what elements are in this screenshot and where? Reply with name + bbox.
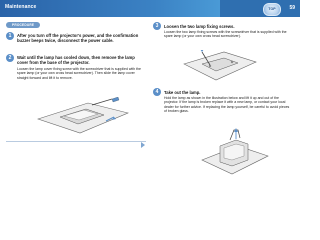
- step-4-number: 4: [153, 88, 161, 96]
- procedure-label: PROCEDURE: [6, 22, 40, 28]
- top-link-icon[interactable]: TOP: [263, 3, 281, 16]
- section-title: Maintenance: [5, 4, 37, 10]
- step-3-body: Loosen the two lamp fixing screws with the screwdriver that is supplied with the spare lamp (or your own cross head screwdriver).: [164, 30, 287, 39]
- page-header: [0, 0, 300, 17]
- step-2-number: 2: [6, 54, 14, 62]
- lamp-cover-removal-illustration: [32, 97, 132, 137]
- step-2-title: Wait until the lamp has cooled down, then remove the lamp cover from the base of the projector.: [17, 55, 135, 65]
- step-1-number: 1: [6, 32, 14, 40]
- step-2-body: Loosen the lamp cover fixing screw with the screwdriver that is supplied with the spare lamp (or your own cross head screwdriver). Then slide the lamp cover straight forward and lift it to remove.: [17, 67, 141, 80]
- step-3-number: 3: [153, 22, 161, 30]
- step-4-body: Hold the lamp as shown in the illustration below and lift it up and out of the projector. If the lamp is broken replace it with a new lamp, or contact your local dealer for further advice. If replacing the lamp yourself, be careful to avoid pieces of broken glass.: [164, 96, 290, 114]
- continue-arrow-icon: [141, 142, 145, 148]
- lamp-removal-illustration: [200, 126, 270, 182]
- lamp-screws-illustration: [180, 50, 260, 84]
- step-divider: [6, 141, 146, 142]
- step-3-title: Loosen the two lamp fixing screws.: [164, 24, 235, 29]
- page-number: 59: [289, 5, 295, 11]
- step-1-title: After you turn off the projector's power, and the confirmation buzzer beeps twice, disconnect the power cable.: [17, 33, 139, 43]
- step-4-title: Take out the lamp.: [164, 90, 201, 95]
